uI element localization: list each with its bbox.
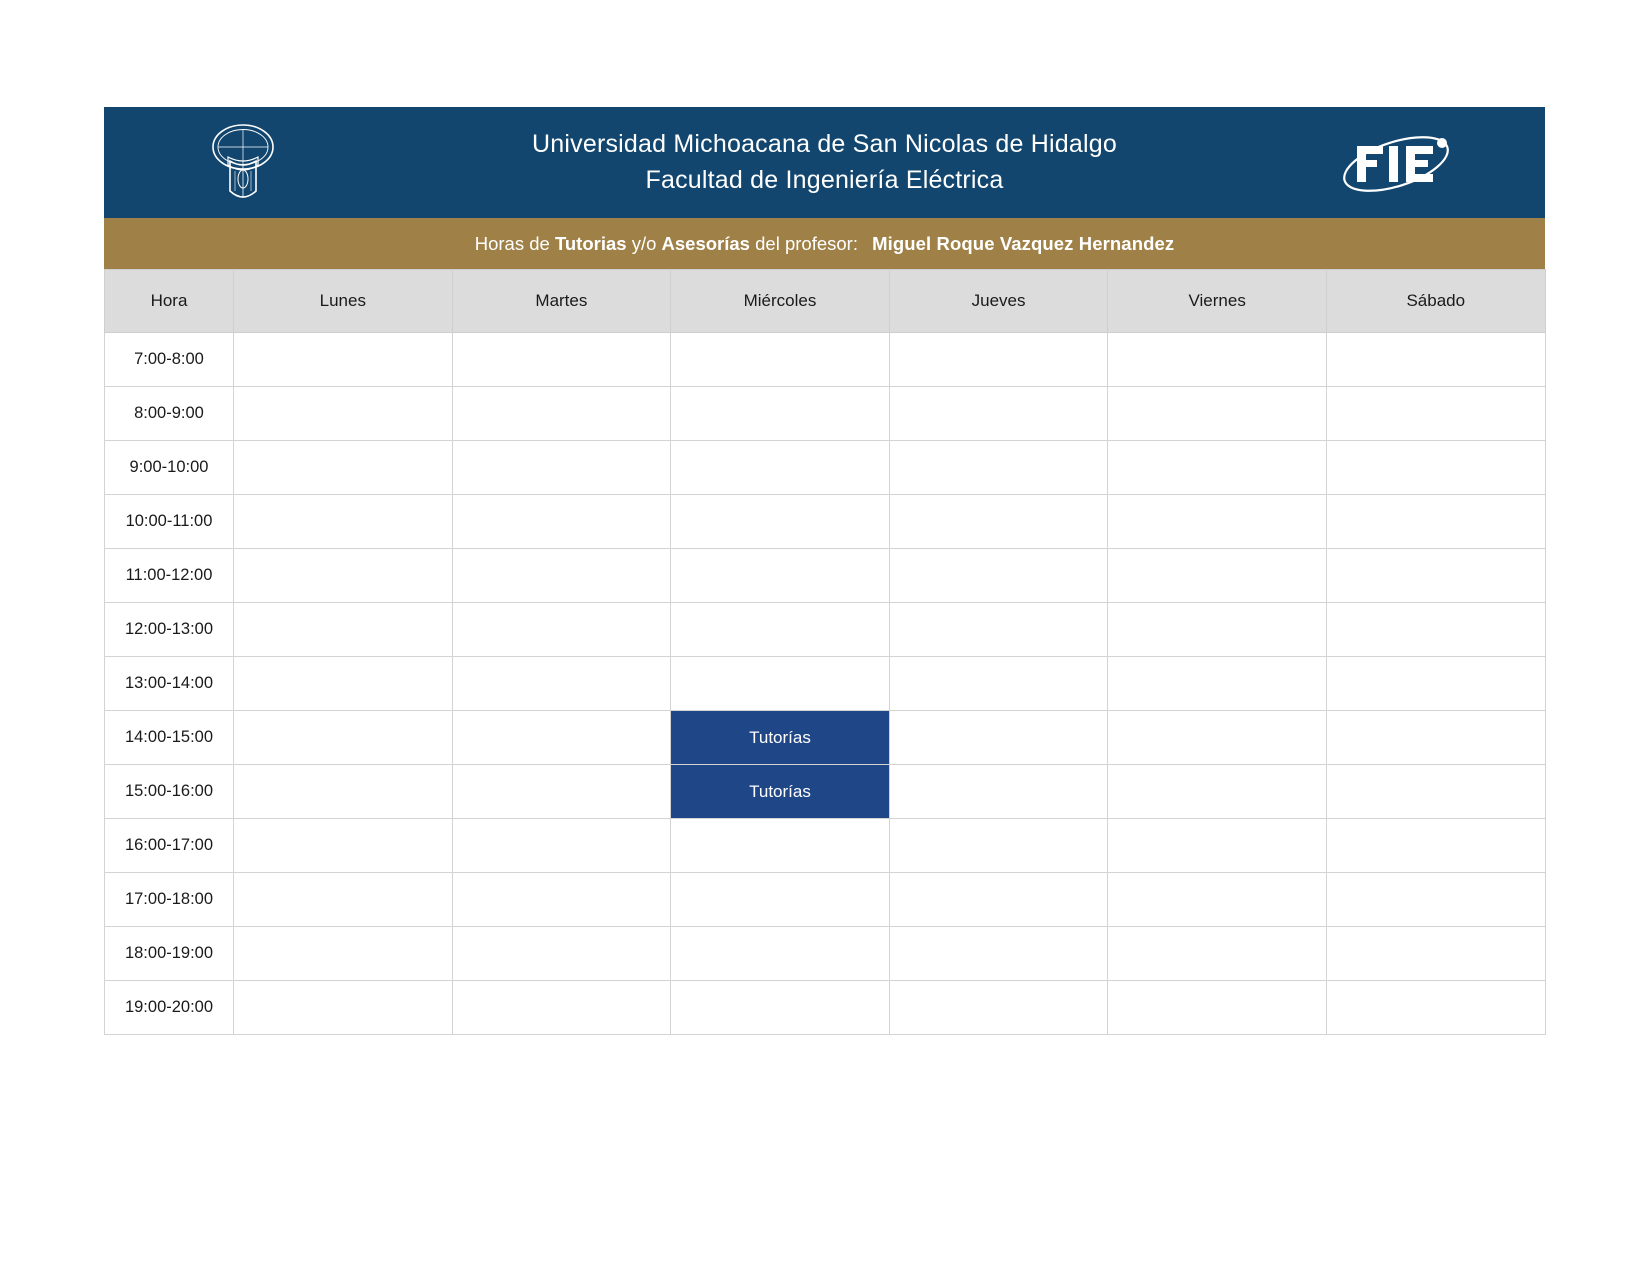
empty-slot xyxy=(1326,441,1545,495)
schedule-table xyxy=(104,269,1546,1035)
empty-slot xyxy=(1326,819,1545,873)
empty-slot xyxy=(1108,441,1327,495)
document-header xyxy=(104,107,1545,218)
empty-slot xyxy=(1326,765,1545,819)
empty-slot xyxy=(1108,549,1327,603)
university-crest-icon xyxy=(208,121,278,205)
empty-slot xyxy=(234,711,453,765)
empty-slot xyxy=(1108,981,1327,1035)
subtitle-prefix: Horas de xyxy=(474,232,555,254)
table-row xyxy=(105,549,1546,603)
empty-slot xyxy=(452,333,671,387)
empty-slot xyxy=(1108,711,1327,765)
empty-slot xyxy=(234,333,453,387)
hour-label: 15:00-16:00 xyxy=(105,765,234,819)
table-header-row xyxy=(105,270,1546,333)
subtitle-word-asesorias: Asesorías xyxy=(661,232,750,254)
empty-slot xyxy=(234,387,453,441)
empty-slot xyxy=(234,927,453,981)
hour-label: 18:00-19:00 xyxy=(105,927,234,981)
empty-slot xyxy=(234,819,453,873)
empty-slot xyxy=(1326,657,1545,711)
table-row xyxy=(105,981,1546,1035)
schedule-sheet xyxy=(104,107,1545,1035)
empty-slot xyxy=(889,603,1108,657)
table-row xyxy=(105,819,1546,873)
empty-slot xyxy=(671,819,890,873)
table-row xyxy=(105,495,1546,549)
empty-slot xyxy=(452,927,671,981)
empty-slot xyxy=(1326,927,1545,981)
empty-slot xyxy=(234,873,453,927)
column-header-hora: Hora xyxy=(105,270,234,333)
professor-name: Miguel Roque Vazquez Hernandez xyxy=(872,232,1175,254)
empty-slot xyxy=(889,873,1108,927)
empty-slot xyxy=(1108,657,1327,711)
empty-slot xyxy=(1108,927,1327,981)
event-block[interactable]: Tutorías xyxy=(671,765,890,819)
table-row xyxy=(105,765,1546,819)
empty-slot xyxy=(671,333,890,387)
hour-label: 11:00-12:00 xyxy=(105,549,234,603)
empty-slot xyxy=(1326,603,1545,657)
empty-slot xyxy=(671,927,890,981)
empty-slot xyxy=(1108,387,1327,441)
empty-slot xyxy=(234,765,453,819)
empty-slot xyxy=(889,711,1108,765)
hour-label: 17:00-18:00 xyxy=(105,873,234,927)
column-header-sabado: Sábado xyxy=(1326,270,1545,333)
empty-slot xyxy=(889,657,1108,711)
empty-slot xyxy=(234,981,453,1035)
empty-slot xyxy=(889,387,1108,441)
empty-slot xyxy=(452,495,671,549)
subtitle-bar xyxy=(104,218,1545,269)
empty-slot xyxy=(889,549,1108,603)
empty-slot xyxy=(452,765,671,819)
empty-slot xyxy=(234,441,453,495)
table-row xyxy=(105,711,1546,765)
event-block[interactable]: Tutorías xyxy=(671,711,890,765)
header-titles xyxy=(532,127,1117,198)
empty-slot xyxy=(1326,873,1545,927)
subtitle-mid: y/o xyxy=(626,232,662,254)
table-row xyxy=(105,441,1546,495)
empty-slot xyxy=(889,819,1108,873)
empty-slot xyxy=(671,441,890,495)
empty-slot xyxy=(671,873,890,927)
empty-slot xyxy=(889,927,1108,981)
empty-slot xyxy=(889,981,1108,1035)
empty-slot xyxy=(452,981,671,1035)
empty-slot xyxy=(452,819,671,873)
column-header-lunes: Lunes xyxy=(234,270,453,333)
column-header-martes: Martes xyxy=(452,270,671,333)
empty-slot xyxy=(671,981,890,1035)
empty-slot xyxy=(234,657,453,711)
hour-label: 19:00-20:00 xyxy=(105,981,234,1035)
column-header-viernes: Viernes xyxy=(1108,270,1327,333)
column-header-jueves: Jueves xyxy=(889,270,1108,333)
empty-slot xyxy=(234,549,453,603)
university-name: Universidad Michoacana de San Nicolas de Hidalgo xyxy=(532,130,1117,158)
empty-slot xyxy=(671,387,890,441)
faculty-name: Facultad de Ingeniería Eléctrica xyxy=(645,165,1004,194)
empty-slot xyxy=(1326,333,1545,387)
empty-slot xyxy=(1108,873,1327,927)
empty-slot xyxy=(1326,711,1545,765)
empty-slot xyxy=(452,387,671,441)
hour-label: 12:00-13:00 xyxy=(105,603,234,657)
empty-slot xyxy=(234,603,453,657)
table-row xyxy=(105,927,1546,981)
hour-label: 16:00-17:00 xyxy=(105,819,234,873)
empty-slot xyxy=(1326,495,1545,549)
empty-slot xyxy=(452,549,671,603)
hour-label: 10:00-11:00 xyxy=(105,495,234,549)
empty-slot xyxy=(452,711,671,765)
hour-label: 8:00-9:00 xyxy=(105,387,234,441)
empty-slot xyxy=(234,495,453,549)
empty-slot xyxy=(1326,549,1545,603)
empty-slot xyxy=(1108,765,1327,819)
hour-label: 9:00-10:00 xyxy=(105,441,234,495)
table-row xyxy=(105,333,1546,387)
hour-label: 14:00-15:00 xyxy=(105,711,234,765)
table-row xyxy=(105,873,1546,927)
empty-slot xyxy=(1108,495,1327,549)
empty-slot xyxy=(1108,603,1327,657)
table-row xyxy=(105,387,1546,441)
empty-slot xyxy=(671,495,890,549)
empty-slot xyxy=(1108,819,1327,873)
column-header-miercoles: Miércoles xyxy=(671,270,890,333)
empty-slot xyxy=(452,873,671,927)
empty-slot xyxy=(452,657,671,711)
empty-slot xyxy=(889,765,1108,819)
empty-slot xyxy=(452,603,671,657)
empty-slot xyxy=(889,441,1108,495)
empty-slot xyxy=(1326,387,1545,441)
empty-slot xyxy=(889,495,1108,549)
table-row xyxy=(105,657,1546,711)
empty-slot xyxy=(452,441,671,495)
empty-slot xyxy=(671,603,890,657)
empty-slot xyxy=(671,657,890,711)
hour-label: 7:00-8:00 xyxy=(105,333,234,387)
subtitle-suffix: del profesor: xyxy=(749,232,864,254)
empty-slot xyxy=(889,333,1108,387)
empty-slot xyxy=(1326,981,1545,1035)
empty-slot xyxy=(1108,333,1327,387)
table-row xyxy=(105,603,1546,657)
fie-logo-icon xyxy=(1339,126,1457,200)
empty-slot xyxy=(671,549,890,603)
subtitle-word-tutorias: Tutorias xyxy=(554,232,627,254)
hour-label: 13:00-14:00 xyxy=(105,657,234,711)
